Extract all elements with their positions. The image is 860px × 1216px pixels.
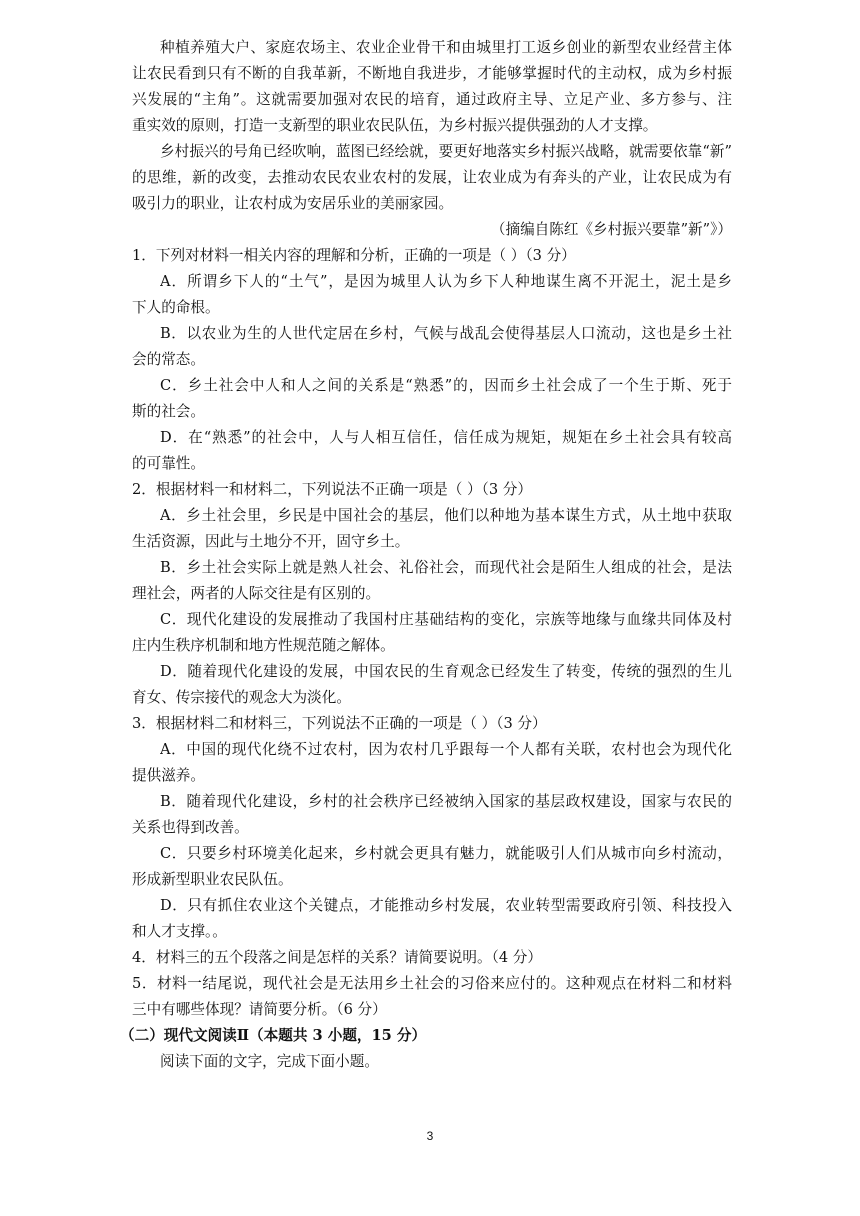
- question-3: 3．根据材料二和材料三，下列说法不正确的一项是（ ）（3 分）: [132, 715, 547, 732]
- source-citation: （摘编自陈红《乡村振兴要靠”新”》）: [490, 221, 732, 238]
- text-line: 吸引力的职业，让农村成为安居乐业的美丽家园。: [132, 195, 454, 212]
- option-d: D．随着现代化建设的发展，中国农民的生育观念已经发生了转变，传统的强烈的生儿: [160, 663, 732, 680]
- text-line: 的思维，新的改变，去推动农民农业农村的发展，让农业成为有奔头的产业，让农民成为有: [132, 169, 732, 186]
- reading-instruction: 阅读下面的文字，完成下面小题。: [160, 1053, 379, 1070]
- option-c: C．乡土社会中人和人之间的关系是“熟悉”的，因而乡土社会成了一个生于斯、死于: [160, 377, 732, 394]
- option-a-cont: 提供滋养。: [132, 767, 205, 784]
- text-line: 重实效的原则，打造一支新型的职业农民队伍，为乡村振兴提供强劲的人才支撑。: [132, 117, 658, 134]
- text-line: 种植养殖大户、家庭农场主、农业企业骨干和由城里打工返乡创业的新型农业经营主体: [160, 39, 732, 56]
- option-a-cont: 下人的命根。: [132, 299, 220, 316]
- option-b: B．以农业为生的人世代定居在乡村，气候与战乱会使得基层人口流动，这也是乡土社: [160, 325, 732, 342]
- option-d-cont: 和人才支撑。。: [132, 923, 227, 940]
- option-c: C．只要乡村环境美化起来，乡村就会更具有魅力，就能吸引人们从城市向乡村流动，: [160, 845, 732, 862]
- text-line: 兴发展的“主角”。这就需要加强对农民的培育，通过政府主导、立足产业、多方参与、注: [132, 91, 732, 108]
- option-b-cont: 理社会，两者的人际交往是有区别的。: [132, 585, 381, 602]
- option-c-cont: 形成新型职业农民队伍。: [132, 871, 293, 888]
- page-number: 3: [426, 1129, 434, 1143]
- option-d-cont: 的可靠性。: [132, 455, 205, 472]
- question-5-cont: 三中有哪些体现？请简要分析。（6 分）: [132, 1001, 387, 1018]
- option-c-cont: 斯的社会。: [132, 403, 205, 420]
- option-a: A．中国的现代化绕不过农村，因为农村几乎跟每一个人都有关联，农村也会为现代化: [160, 741, 732, 758]
- option-a-cont: 生活资源，因此与土地分不开，固守乡土。: [132, 533, 410, 550]
- option-a: A．所谓乡下人的“土气”，是因为城里人认为乡下人种地谋生离不开泥土，泥土是乡: [160, 273, 732, 290]
- option-d: D．在“熟悉”的社会中，人与人相互信任，信任成为规矩，规矩在乡土社会具有较高: [160, 429, 732, 446]
- option-c-cont: 庄内生秩序机制和地方性规范随之解体。: [132, 637, 395, 654]
- option-b-cont: 关系也得到改善。: [132, 819, 249, 836]
- text-line: 让农民看到只有不断的自我革新，不断地自我进步，才能够掌握时代的主动权，成为乡村振: [132, 65, 732, 82]
- option-b: B．随着现代化建设，乡村的社会秩序已经被纳入国家的基层政权建设，国家与农民的: [160, 793, 732, 810]
- option-c: C．现代化建设的发展推动了我国村庄基础结构的变化，宗族等地缘与血缘共同体及村: [160, 611, 732, 628]
- question-1: 1．下列对材料一相关内容的理解和分析，正确的一项是（ ）（3 分）: [132, 247, 576, 264]
- question-2: 2．根据材料一和材料二，下列说法不正确一项是（ ）（3 分）: [132, 481, 532, 498]
- option-d-cont: 育女、传宗接代的观念大为淡化。: [132, 689, 351, 706]
- option-b: B．乡土社会实际上就是熟人社会、礼俗社会，而现代社会是陌生人组成的社会，是法: [160, 559, 732, 576]
- option-d: D．只有抓住农业这个关键点，才能推动乡村发展，农业转型需要政府引领、科技投入: [160, 897, 732, 914]
- section-heading: （二）现代文阅读Ⅱ（本题共 3 小题，15 分）: [120, 1027, 427, 1044]
- question-4: 4．材料三的五个段落之间是怎样的关系？请简要说明。（4 分）: [132, 949, 542, 966]
- text-line: 乡村振兴的号角已经吹响，蓝图已经绘就，要更好地落实乡村振兴战略，就需要依靠“新”: [160, 143, 732, 160]
- question-5: 5．材料一结尾说，现代社会是无法用乡土社会的习俗来应付的。这种观点在材料二和材料: [132, 975, 732, 992]
- option-b-cont: 会的常态。: [132, 351, 205, 368]
- option-a: A．乡土社会里，乡民是中国社会的基层，他们以种地为基本谋生方式，从土地中获取: [160, 507, 732, 524]
